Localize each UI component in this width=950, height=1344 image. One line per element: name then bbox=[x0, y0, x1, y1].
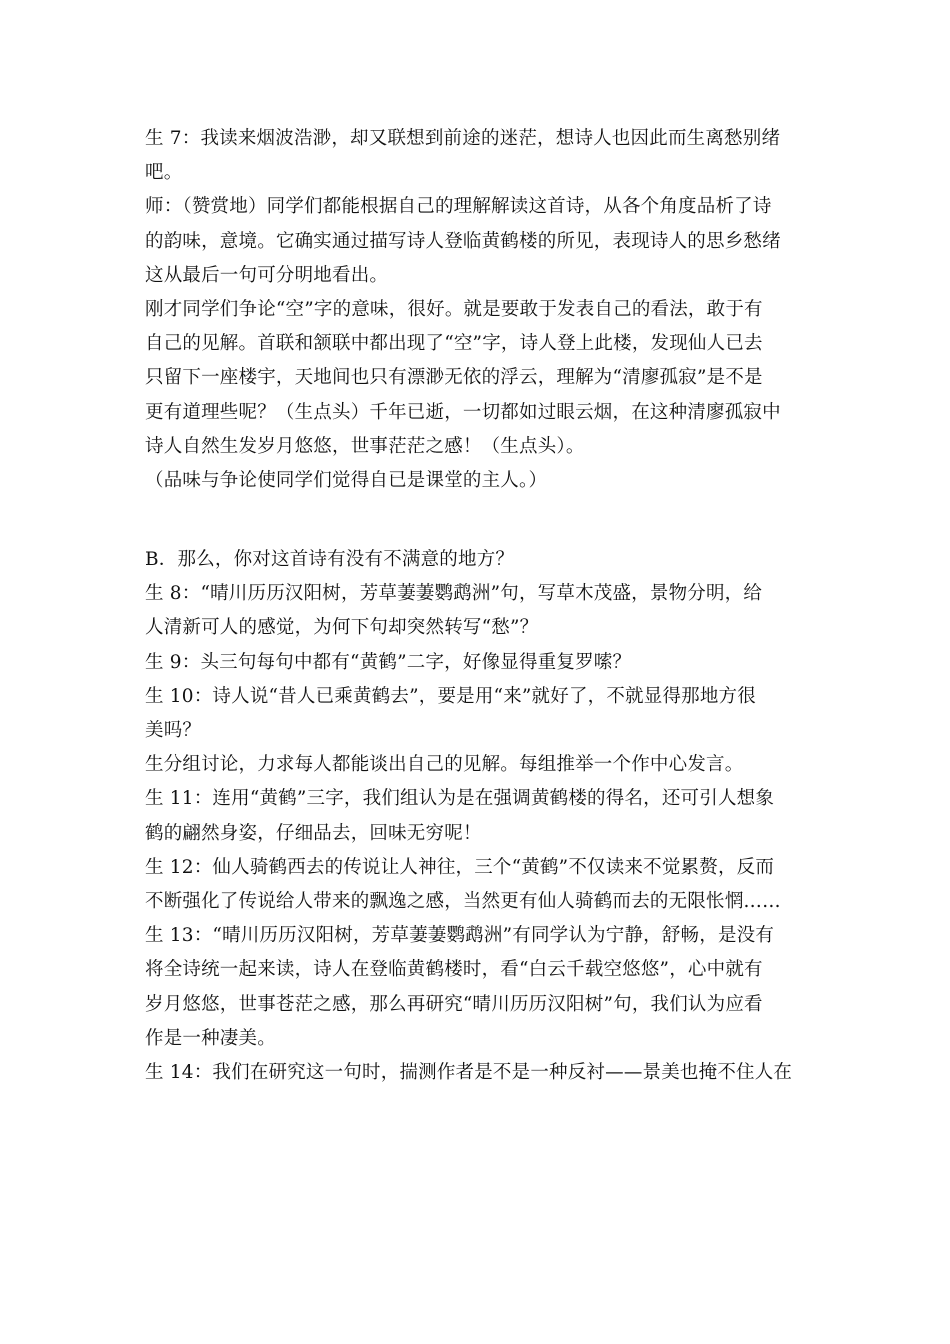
text-block-1 bbox=[145, 122, 810, 498]
text-line: 师：（赞赏地）同学们都能根据自己的理解解读这首诗，从各个角度品析了诗 bbox=[145, 196, 772, 218]
text-line: 人清新可人的感觉，为何下句却突然转写“愁”？ bbox=[145, 617, 539, 639]
text-line: 将全诗统一起来读，诗人在登临黄鹤楼时，看“白云千载空悠悠”，心中就有 bbox=[145, 959, 763, 981]
text-line: 生 7：我读来烟波浩渺，却又联想到前途的迷茫，想诗人也因此而生离愁别绪 bbox=[145, 128, 781, 149]
text-block-2 bbox=[145, 543, 810, 1090]
text-line: 吧。 bbox=[145, 162, 183, 184]
text-line: 刚才同学们争论“空”字的意味，很好。就是要敢于发表自己的看法，敢于有 bbox=[145, 298, 763, 320]
text-line: 鹤的翩然身姿，仔细品去，回味无穷呢！ bbox=[145, 822, 482, 844]
text-line: 更有道理些呢？（生点头）千年已逝，一切都如过眼云烟，在这种清廖孤寂中 bbox=[145, 401, 781, 423]
text-line: 生 11：连用“黄鹤”三字，我们组认为是在强调黄鹤楼的得名，还可引人想象 bbox=[145, 788, 775, 810]
text-line: B．那么，你对这首诗有没有不满意的地方？ bbox=[145, 549, 515, 571]
text-line: 岁月悠悠，世事苍茫之感，那么再研究“晴川历历汉阳树”句，我们认为应看 bbox=[145, 993, 763, 1015]
text-line: 生 10：诗人说“昔人已乘黄鹤去”，要是用“来”就好了，不就显得那地方很 bbox=[145, 685, 756, 707]
text-line: 自己的见解。首联和颔联中都出现了“空”字，诗人登上此楼，发现仙人已去 bbox=[145, 333, 763, 355]
document-page bbox=[145, 122, 810, 1090]
text-line: 生 13：“晴川历历汉阳树，芳草萋萋鹦鹉洲”有同学认为宁静，舒畅，是没有 bbox=[145, 925, 775, 947]
text-line: 美吗？ bbox=[145, 720, 202, 741]
text-line: 诗人自然生发岁月悠悠，世事茫茫之感！（生点头）。 bbox=[145, 435, 585, 457]
text-line: 不断强化了传说给人带来的飘逸之感，当然更有仙人骑鹤而去的无限怅惘…… bbox=[145, 890, 781, 912]
paragraph-gap bbox=[145, 498, 810, 543]
text-line: 作是一种凄美。 bbox=[145, 1027, 276, 1049]
text-line: 生 9：头三句每句中都有“黄鹤”二字，好像显得重复罗嗦？ bbox=[145, 651, 632, 673]
text-line: 只留下一座楼宇，天地间也只有漂渺无依的浮云，理解为“清廖孤寂”是不是 bbox=[145, 367, 763, 389]
text-line: 生 12：仙人骑鹤西去的传说让人神往，三个“黄鹤”不仅读来不觉累赘，反而 bbox=[145, 856, 775, 878]
text-line: 生分组讨论，力求每人都能谈出自己的见解。每组推举一个作中心发言。 bbox=[145, 754, 744, 776]
text-line: 生 8：“晴川历历汉阳树，芳草萋萋鹦鹉洲”句，写草木茂盛，景物分明，给 bbox=[145, 583, 763, 605]
text-line: （品味与争论使同学们觉得自已是课堂的主人。） bbox=[145, 469, 548, 491]
text-line: 这从最后一句可分明地看出。 bbox=[145, 264, 389, 286]
text-line: 的韵味，意境。它确实通过描写诗人登临黄鹤楼的所见，表现诗人的思乡愁绪 bbox=[145, 230, 781, 252]
text-line: 生 14：我们在研究这一句时，揣测作者是不是一种反衬——景美也掩不住人在 bbox=[145, 1061, 793, 1083]
